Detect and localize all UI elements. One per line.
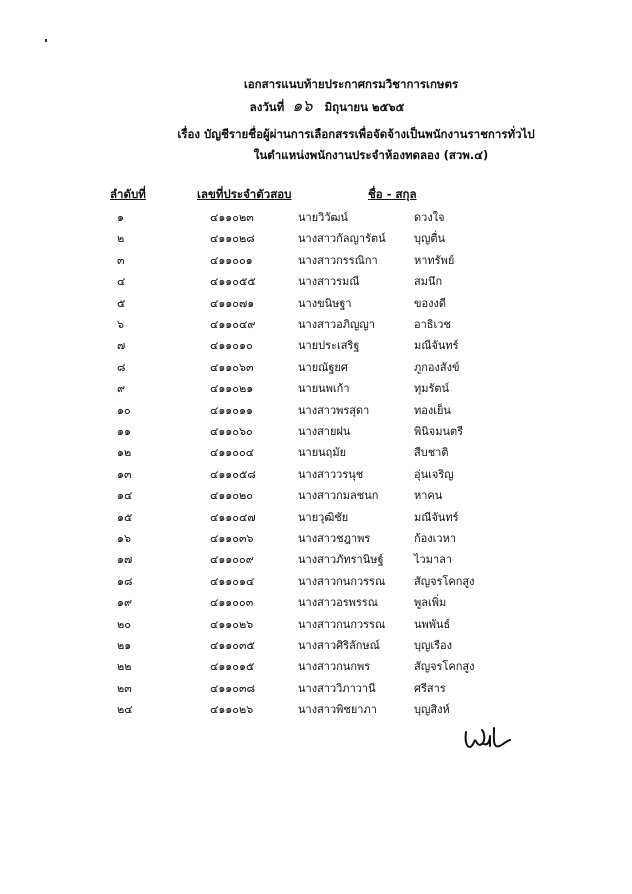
- table-row: [0, 636, 632, 654]
- row-first-name: นางสาวภัทรานิษฐ์: [298, 553, 384, 567]
- row-order: ๑: [117, 211, 124, 224]
- row-first-name: นางสาวรมณี: [298, 275, 360, 289]
- row-first-name: นางสาวกนกวรรณ: [298, 617, 386, 631]
- row-last-name: สืบชาติ: [414, 446, 449, 460]
- column-header-exam-no: เลขที่ประจำตัวสอบ: [197, 187, 292, 201]
- table-row: [0, 593, 632, 611]
- row-order: ๑๒: [117, 446, 132, 460]
- row-first-name: นางสาวศิริลักษณ์: [298, 639, 380, 652]
- row-first-name: นางสาวกมลชนก: [298, 489, 379, 503]
- row-order: ๒๐: [117, 617, 131, 631]
- date-prefix: ลงวันที่: [249, 100, 285, 114]
- row-last-name: บุญสิงห์: [414, 703, 450, 717]
- row-last-name: บุญเรือง: [414, 639, 453, 652]
- row-last-name: ทองเย็น: [414, 403, 451, 417]
- date-day-handwritten: ๑๖: [292, 96, 313, 115]
- row-first-name: นางสาวพรสุดา: [298, 403, 370, 417]
- row-last-name: พูลเพิ่ม: [414, 596, 447, 610]
- row-order: ๔: [117, 275, 126, 289]
- row-last-name: สมนึก: [414, 275, 443, 289]
- row-order: ๑๐: [117, 403, 131, 417]
- row-order: ๑๕: [117, 510, 133, 524]
- row-order: ๑๙: [117, 596, 133, 610]
- row-exam-no: ๔๑๑๐๒๓: [210, 211, 254, 224]
- row-last-name: มณีจันทร์: [414, 510, 459, 524]
- row-first-name: นางสาวพิชยาภา: [298, 703, 377, 717]
- row-order: ๘: [117, 360, 126, 374]
- column-header-name: ชื่อ - สกุล: [368, 187, 417, 201]
- row-last-name: บุญตื่น: [414, 232, 446, 246]
- row-first-name: นายวิวัฒน์: [298, 211, 348, 224]
- table-row: [0, 251, 632, 269]
- row-last-name: อาธิเวช: [414, 318, 451, 331]
- row-last-name: ของงดี: [414, 296, 447, 310]
- table-row: [0, 615, 632, 633]
- row-first-name: นายวุฒิชัย: [298, 510, 349, 524]
- table-row: [0, 358, 632, 376]
- row-exam-no: ๔๑๑๐๑๐: [210, 339, 253, 353]
- row-order: ๑๑: [117, 425, 131, 438]
- row-exam-no: ๔๑๑๐๒๖: [210, 703, 254, 717]
- row-last-name: มณีจันทร์: [414, 339, 459, 353]
- row-last-name: ทุมรัตน์: [414, 382, 450, 396]
- row-last-name: ภูกองสังข์: [414, 360, 460, 374]
- table-row: [0, 379, 632, 397]
- row-first-name: นางสาวกรรณิกา: [298, 253, 378, 267]
- row-exam-no: ๔๑๑๐๐๔: [210, 446, 255, 460]
- header-position: ในตำแหน่งพนักงานประจำห้องทดลอง (สวพ.๔): [253, 148, 489, 162]
- table-row: [0, 572, 632, 590]
- row-last-name: นพพันธ์: [414, 617, 451, 631]
- row-exam-no: ๔๑๑๐๒๘: [210, 232, 255, 246]
- row-exam-no: ๔๑๑๐๐๓: [210, 596, 254, 610]
- row-exam-no: ๔๑๑๐๔๗: [210, 510, 256, 524]
- row-exam-no: ๔๑๑๐๒๖: [210, 617, 254, 631]
- row-last-name: ก้องเวหา: [414, 532, 457, 545]
- row-last-name: อุ่นเจริญ: [414, 467, 454, 481]
- table-row: [0, 208, 632, 226]
- row-first-name: นายนฤมัย: [298, 446, 347, 460]
- row-exam-no: ๔๑๑๐๔๙: [210, 318, 256, 331]
- row-first-name: นางสาวอรพรรณ: [298, 596, 378, 610]
- row-exam-no: ๔๑๑๐๑๑: [210, 403, 253, 417]
- row-first-name: นางสาวกนกวรรณ: [298, 574, 386, 588]
- table-row: [0, 465, 632, 483]
- table-row: [0, 401, 632, 419]
- column-header-order: ลำดับที่: [110, 187, 146, 201]
- row-order: ๑๘: [117, 574, 133, 588]
- table-row: [0, 679, 632, 697]
- row-exam-no: ๔๑๑๐๖๓: [210, 360, 254, 374]
- header-date: [0, 95, 632, 118]
- row-order: ๒๑: [117, 639, 132, 652]
- table-row: [0, 229, 632, 247]
- table-row: [0, 422, 632, 440]
- table-row: [0, 272, 632, 290]
- row-order: ๗: [117, 339, 126, 353]
- row-exam-no: ๔๑๑๐๑๕: [210, 660, 255, 674]
- row-order: ๙: [117, 382, 126, 396]
- row-exam-no: ๔๑๑๐๕๕: [210, 275, 256, 289]
- row-first-name: นางขนิษฐา: [298, 296, 352, 310]
- signature-initials: [460, 722, 520, 758]
- row-exam-no: ๔๑๑๐๒๐: [210, 489, 253, 503]
- row-exam-no: ๔๑๑๐๖๐: [210, 425, 253, 438]
- row-order: ๒๔: [117, 703, 133, 717]
- row-first-name: นางสาวอภิญญา: [298, 318, 375, 331]
- row-last-name: พินิจมนตรี: [414, 425, 464, 438]
- row-first-name: นางสาวกัลญารัตน์: [298, 232, 386, 246]
- row-exam-no: ๔๑๑๐๓๖: [210, 532, 254, 545]
- table-row: [0, 315, 632, 333]
- row-last-name: ไวมาลา: [414, 553, 453, 567]
- table-row: [0, 657, 632, 675]
- row-last-name: หาคน: [414, 489, 443, 503]
- row-order: ๒: [117, 232, 125, 246]
- table-row: [0, 508, 632, 526]
- row-exam-no: ๔๑๑๐๐๑: [210, 253, 253, 267]
- table-row: [0, 294, 632, 312]
- row-exam-no: ๔๑๑๐๑๔: [210, 574, 255, 588]
- row-first-name: นางสายฝน: [298, 425, 351, 438]
- row-last-name: ศรีสาร: [414, 681, 446, 695]
- table-row: [0, 486, 632, 504]
- row-order: ๕: [117, 296, 126, 310]
- table-row: [0, 550, 632, 568]
- row-order: ๖: [117, 318, 124, 331]
- row-first-name: นางสาวชฎาพร: [298, 532, 371, 545]
- row-last-name: สัญจรโคกสูง: [414, 660, 475, 674]
- row-order: ๑๔: [117, 489, 133, 503]
- row-first-name: นายนพเก้า: [298, 382, 350, 396]
- row-order: ๒๒: [117, 660, 132, 674]
- row-first-name: นางสาววิภาวานี: [298, 681, 376, 695]
- header-subject: เรื่อง บัญชีรายชื่อผู้ผ่านการเลือกสรรเพื่อจัดจ้างเป็นพนักงานราชการทั่วไป: [177, 127, 535, 141]
- row-exam-no: ๔๑๑๐๒๑: [210, 382, 254, 396]
- scan-speck: [45, 39, 47, 42]
- row-first-name: นางสาวกนกพร: [298, 660, 371, 674]
- row-exam-no: ๔๑๑๐๕๘: [210, 467, 256, 481]
- row-first-name: นายประเสริฐ: [298, 339, 360, 353]
- row-first-name: นางสาววรนุช: [298, 467, 364, 481]
- row-exam-no: ๔๑๑๐๓๘: [210, 681, 256, 695]
- row-last-name: ดวงใจ: [414, 211, 445, 224]
- table-row: [0, 700, 632, 718]
- header-title: เอกสารแนบท้ายประกาศกรมวิชาการเกษตร: [243, 77, 459, 91]
- row-exam-no: ๔๑๑๐๗๑: [210, 296, 255, 310]
- row-order: ๑๖: [117, 532, 131, 545]
- row-exam-no: ๔๑๑๐๓๕: [210, 639, 255, 652]
- row-exam-no: ๔๑๑๐๐๙: [210, 553, 254, 567]
- row-order: ๒๓: [117, 681, 132, 695]
- row-last-name: สัญจรโคกสูง: [414, 574, 475, 588]
- table-row: [0, 443, 632, 461]
- date-suffix: มิถุนายน ๒๕๖๕: [324, 100, 405, 114]
- table-row: [0, 529, 632, 547]
- row-order: ๓: [117, 253, 125, 267]
- row-first-name: นายณัฐยศ: [298, 360, 348, 374]
- row-order: ๑๗: [117, 553, 133, 567]
- document-header: [0, 74, 632, 166]
- row-last-name: หาทรัพย์: [414, 253, 455, 267]
- row-order: ๑๓: [117, 467, 132, 481]
- table-row: [0, 336, 632, 354]
